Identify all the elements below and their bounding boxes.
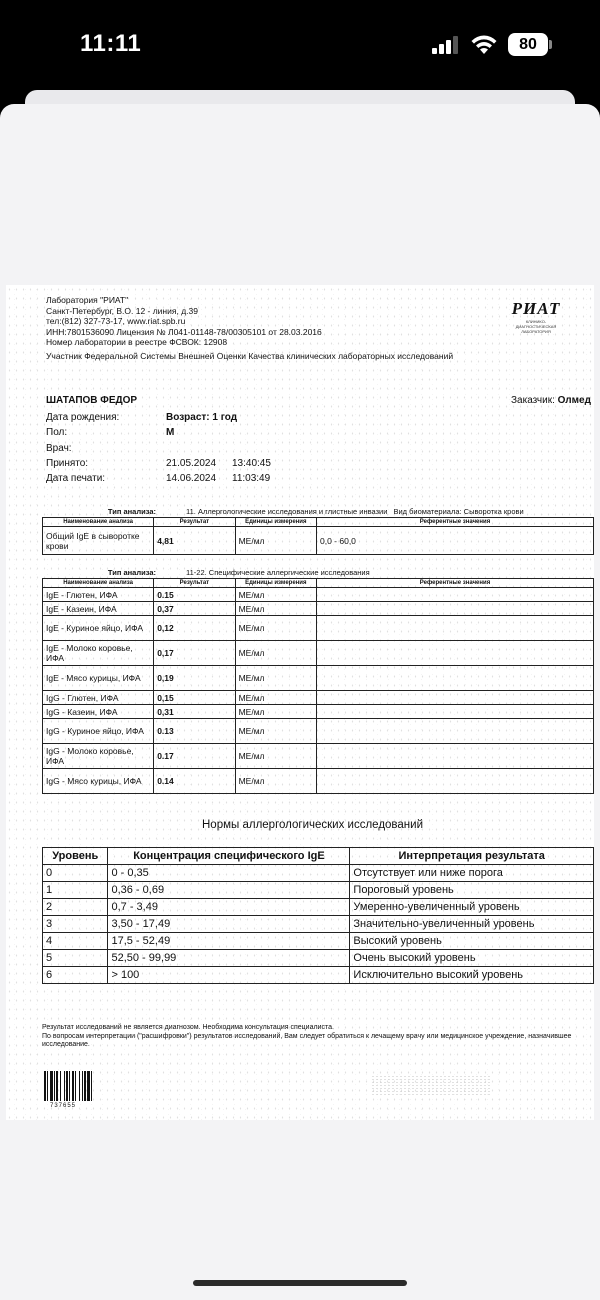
table-row: 2 0,7 - 3,49 Умеренно-увеличенный уровень (43, 899, 594, 916)
lab-report-document[interactable] (6, 285, 594, 1120)
customer: Заказчик: Олмед (511, 395, 591, 406)
table-row: 6 > 100 Исключительно высокий уровень (43, 967, 594, 984)
section1-table: Наименование анализа Результат Единицы измерения Референтные значения Общий IgE в сыворотке крови 4,81 МЕ/мл 0,0 - 60,0 (42, 517, 594, 555)
clock: 11:11 (80, 30, 142, 57)
logo-subtitle: КЛИНИКО-ДИАГНОСТИЧЕСКАЯ ЛАБОРАТОРИЯ (515, 319, 557, 334)
received-time: 13:40:45 (232, 457, 271, 469)
age: Возраст: 1 год (166, 412, 238, 423)
section1-header: Тип анализа: 11. Аллергологические исследования и глистные инвазии Вид биоматериала: Сыворотка крови (107, 507, 524, 516)
table-row: IgG - Мясо курицы, ИФА 0.14 МЕ/мл (43, 769, 594, 794)
table-row: IgG - Куриное яйцо, ИФА 0.13 МЕ/мл (43, 719, 594, 744)
table-row: IgG - Казеин, ИФА 0,31 МЕ/мл (43, 705, 594, 719)
table-row: Общий IgE в сыворотке крови 4,81 МЕ/мл 0,0 - 60,0 (43, 527, 594, 555)
lab-name: Лаборатория "РИАТ" (46, 295, 129, 305)
battery-icon: 80 (508, 33, 548, 56)
faded-stamp (371, 1075, 491, 1097)
cellular-signal-icon (432, 36, 460, 54)
section2-header: Тип анализа: 11-22. Специфические аллергические исследования (107, 568, 370, 577)
status-bar (0, 0, 600, 100)
norms-title: Нормы аллергологических исследований (202, 819, 424, 831)
lab-participant: Участник Федеральной Системы Внешней Оценки Качества клинических лабораторных исследований (46, 350, 454, 361)
table-row: IgG - Молоко коровье, ИФА 0.17 МЕ/мл (43, 744, 594, 769)
table-row: IgE - Куриное яйцо, ИФА 0,12 МЕ/мл (43, 616, 594, 641)
table-row: IgE - Молоко коровье, ИФА 0,17 МЕ/мл (43, 641, 594, 666)
table-row: 0 0 - 0,35 Отсутствует или ниже порога (43, 865, 594, 882)
received-date: 21.05.2024 (166, 457, 217, 469)
printed-time: 11:03:49 (232, 473, 271, 485)
sex: М (166, 427, 175, 439)
table-row: 3 3,50 - 17,49 Значительно-увеличенный уровень (43, 916, 594, 933)
wifi-icon (470, 33, 498, 55)
patient-name: ШАТАПОВ ФЕДОР (46, 395, 138, 406)
table-row: IgE - Казеин, ИФА 0,37 МЕ/мл (43, 602, 594, 616)
barcode-number: 737655 (50, 1103, 77, 1109)
logo-text: РИАТ (511, 299, 561, 318)
table-row: 4 17,5 - 52,49 Высокий уровень (43, 933, 594, 950)
disclaimer: Результат исследований не является диагнозом. Необходима консультация специалиста. По вопросам интерпретации ("расшифровки") результатов исследований, Вам следует обратиться к лечащему врачу или медицинское учреждение, назначившее исследование. (42, 1024, 572, 1049)
battery-tip (549, 40, 552, 49)
lab-license: ИНН:7801536090 Лицензия № Л041-01148-78/00305101 от 28.03.2016 (46, 326, 322, 337)
norms-table: Уровень Концентрация специфического IgE Интерпретация результата 0 0 - 0,35 Отсутствует или ниже порога 1 0,36 - 0,69 Пороговый уровень 2 0,7 - 3,49 Умеренно-увеличенный уровень 3 3,50 - 17,49 Значительно-увеличенный уровень 4 17,5 - 52,49 Высокий уровень 5 52,50 - 99,99 Очень высокий уровень 6 > 100 Исключительно высокий уровень (42, 847, 594, 984)
printed-date: 14.06.2024 (166, 473, 217, 485)
lab-header (46, 295, 453, 362)
patient-info: Дата рождения: Возраст: 1 год Пол: М Врач: Принято: 21.05.2024 13:40:45 Дата печати: 14.06.2024 11:03:49 (46, 410, 271, 486)
lab-address: Санкт-Петербург, В.О. 12 - линия, д.39 (46, 305, 198, 316)
table-row: IgG - Глютен, ИФА 0,15 МЕ/мл (43, 691, 594, 705)
lab-phone: тел:(812) 327-73-17, www.riat.spb.ru (46, 316, 186, 327)
home-indicator[interactable] (193, 1280, 407, 1286)
table-row: IgE - Глютен, ИФА 0.15 МЕ/мл (43, 588, 594, 602)
table-row: IgE - Мясо курицы, ИФА 0,19 МЕ/мл (43, 666, 594, 691)
table-row: 1 0,36 - 0,69 Пороговый уровень (43, 882, 594, 899)
lab-registry: Номер лаборатории в реестре ФСВОК: 12908 (46, 337, 228, 348)
table-row: 5 52,50 - 99,99 Очень высокий уровень (43, 950, 594, 967)
section2-table: Наименование анализа Результат Единицы измерения Референтные значения IgE - Глютен, ИФА 0.15 МЕ/мл IgE - Казеин, ИФА 0,37 МЕ/мл IgE - Куриное яйцо, ИФА 0,12 МЕ/мл IgE - Молоко коровье, ИФА 0,17 МЕ/мл IgE - Мясо курицы, ИФА 0,19 МЕ/мл IgG - Глютен, ИФА 0,15 МЕ/мл IgG - Казеин, ИФА 0,31 МЕ/мл IgG - Куриное яйцо, ИФА 0.13 МЕ/мл IgG - Молоко коровье, ИФА 0.17 МЕ/мл IgG - Мясо курицы, ИФА 0.14 МЕ/мл (42, 578, 594, 794)
barcode-icon (44, 1071, 109, 1101)
lab-logo (506, 299, 566, 334)
